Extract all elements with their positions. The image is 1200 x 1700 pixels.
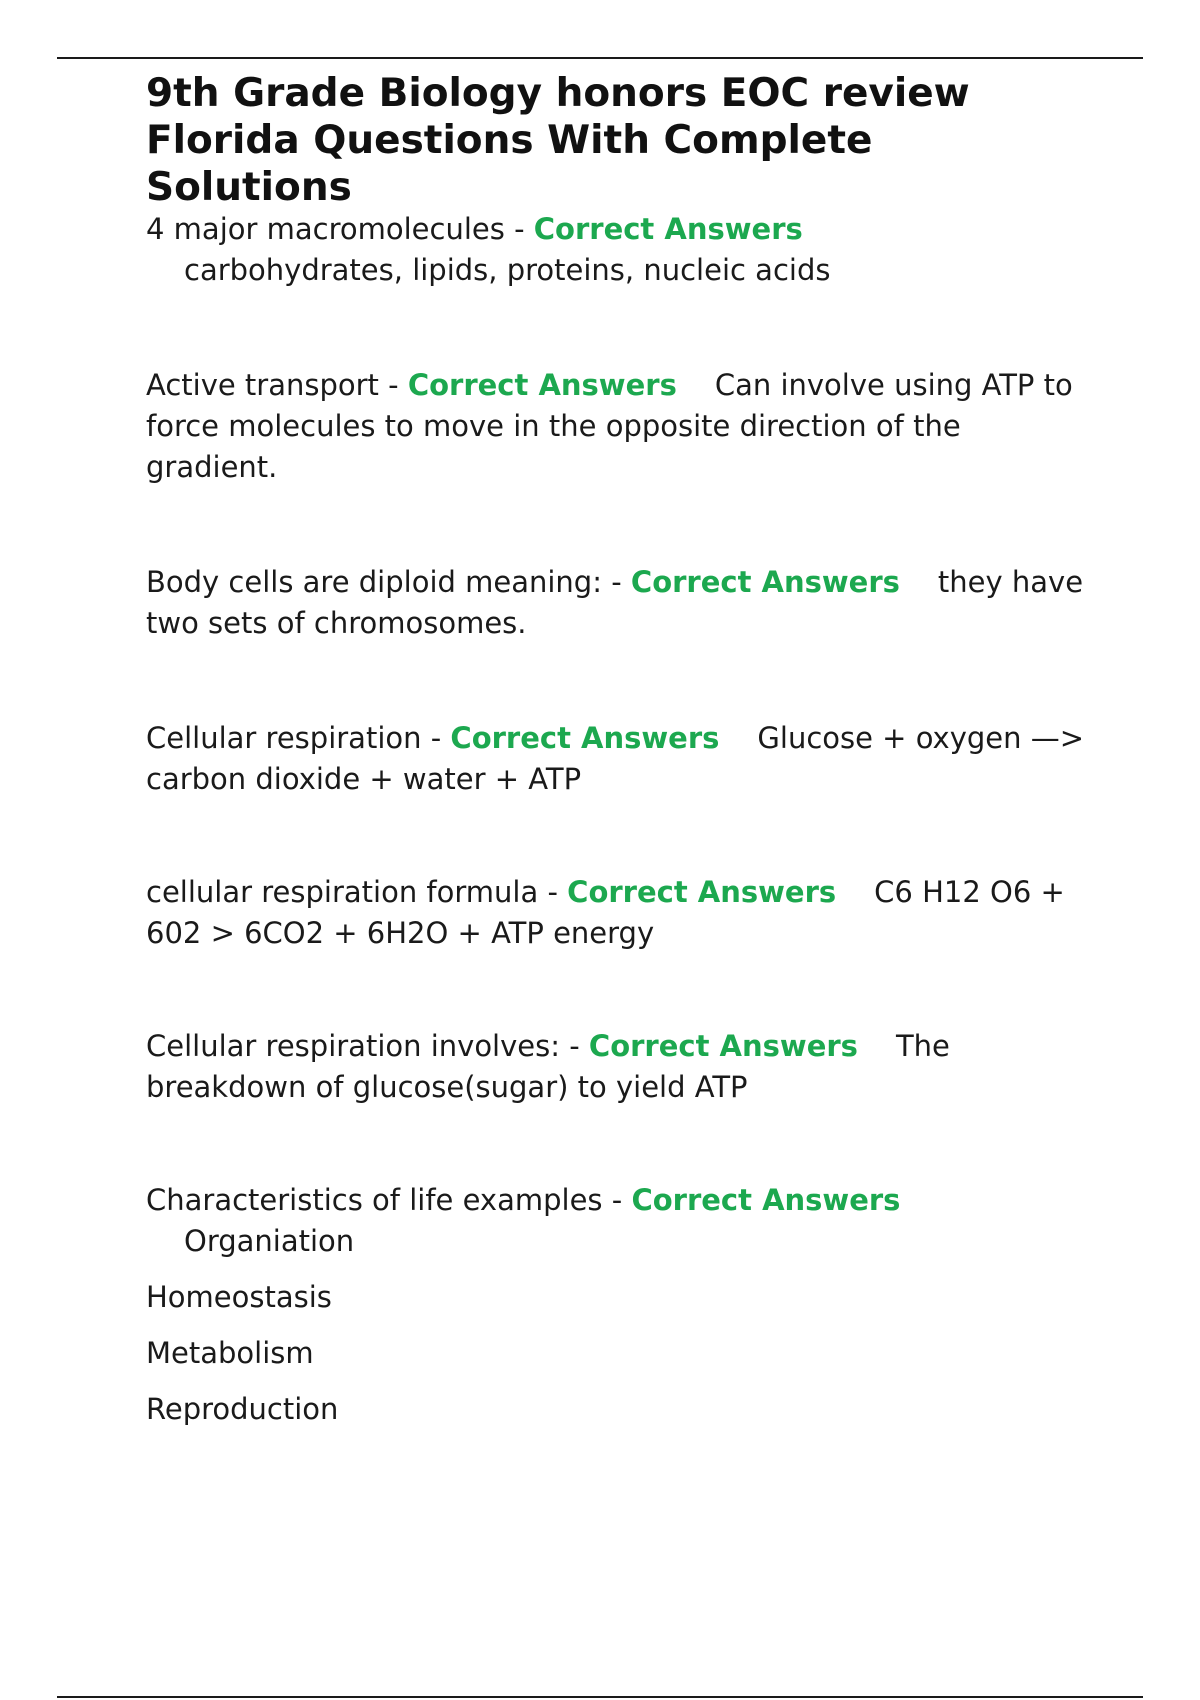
correct-answers-label: Correct Answers	[450, 721, 720, 755]
answer-list-item: Metabolism	[146, 1336, 314, 1370]
answer-text: The breakdown of glucose(sugar) to yield ATP	[146, 1029, 950, 1104]
answer-text: Can involve using ATP to force molecules to move in the opposite direction of the gradient.	[146, 368, 1073, 484]
separator: -	[378, 368, 408, 402]
separator: -	[538, 875, 568, 909]
question-term: Active transport	[146, 368, 379, 402]
top-rule	[57, 57, 1143, 59]
question-term: 4 major macromolecules	[146, 212, 505, 246]
question-term: cellular respiration formula	[146, 875, 539, 909]
document-title: 9th Grade Biology honors EOC review Florida Questions With Complete Solutions	[146, 71, 970, 210]
qa-entry	[146, 365, 1091, 488]
separator: -	[504, 212, 534, 246]
answer-list-item: Homeostasis	[146, 1280, 332, 1314]
correct-answers-label: Correct Answers	[567, 875, 837, 909]
question-term: Characteristics of life examples	[146, 1183, 603, 1217]
separator: -	[602, 1183, 632, 1217]
answer-text: Organiation	[184, 1224, 355, 1258]
document-body	[146, 70, 1091, 1430]
qa-entry	[146, 718, 1091, 800]
bottom-rule	[57, 1696, 1143, 1698]
answer-list-item: Reproduction	[146, 1392, 339, 1426]
separator: -	[602, 565, 631, 599]
correct-answers-label: Correct Answers	[630, 565, 900, 599]
correct-answers-label: Correct Answers	[533, 212, 803, 246]
question-term: Body cells are diploid meaning:	[146, 565, 602, 599]
qa-entry	[146, 209, 1091, 291]
qa-entry	[146, 1026, 1091, 1108]
qa-entry	[146, 1180, 1091, 1262]
question-term: Cellular respiration	[146, 721, 422, 755]
answer-text: Glucose + oxygen —> carbon dioxide + water + ATP	[146, 721, 1085, 796]
answer-text: C6 H12 O6 + 602 > 6CO2 + 6H2O + ATP energy	[146, 875, 1065, 950]
separator: -	[560, 1029, 589, 1063]
correct-answers-label: Correct Answers	[588, 1029, 858, 1063]
answer-text: carbohydrates, lipids, proteins, nucleic acids	[184, 253, 831, 287]
correct-answers-label: Correct Answers	[407, 368, 677, 402]
qa-entry	[146, 872, 1091, 954]
answer-text: they have two sets of chromosomes.	[146, 565, 1084, 640]
correct-answers-label: Correct Answers	[631, 1183, 901, 1217]
separator: -	[421, 721, 451, 755]
question-term: Cellular respiration involves:	[146, 1029, 561, 1063]
qa-entry	[146, 562, 1091, 644]
